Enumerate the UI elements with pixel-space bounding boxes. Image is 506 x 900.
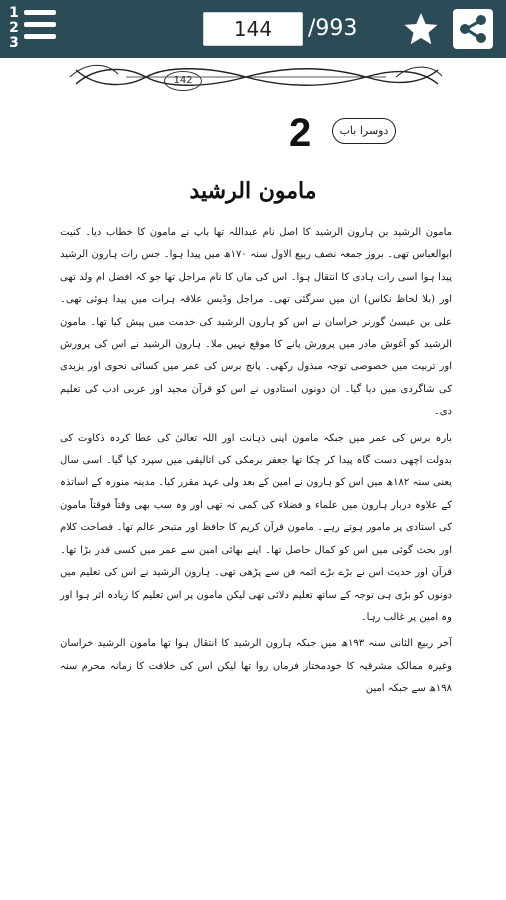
- toc-numbers-icon: [7, 6, 21, 51]
- toc-digit: 3: [9, 35, 19, 51]
- chapter-title: مامون الرشید: [189, 178, 317, 204]
- book-page[interactable]: [0, 58, 506, 900]
- page-body: [60, 222, 452, 705]
- table-of-contents-button[interactable]: [4, 6, 58, 52]
- share-icon: [453, 9, 493, 49]
- toc-digit: 2: [9, 20, 19, 36]
- toc-digit: 1: [9, 5, 19, 21]
- page-number-input[interactable]: 144: [203, 12, 303, 46]
- chapter-label: دوسرا باب: [332, 118, 396, 144]
- list-lines-icon: [24, 10, 56, 46]
- chapter-number: 2: [289, 111, 312, 155]
- share-button[interactable]: [453, 9, 493, 49]
- star-icon: [402, 10, 440, 48]
- paragraph: مامون الرشید بن ہارون الرشید کا اصل نام عبداللہ تھا باپ نے مامون کا خطاب دیا۔ کنیت ابوالعباس تھی۔ بروز جمعہ نصف ربیع الاول سنہ ۱۷۰ھ میں پیدا ہوا۔ جس رات ہارون الرشید پیدا ہوا اسی رات ہادی کا انتقال ہوا۔ اس کی ماں کا نام مراجل تھا جو کہ افضل ام ولد تھی اور (بلا لحاظ نکاس) ان میں سرگئی تھی۔ مراجل وڈیس علاقہ ہرات میں پیدا ہوئی تھی۔ علی بن عیسیٰ گورنر خراسان نے اس کو ہارون الرشید کی خدمت میں پیش کیا تھا۔ مامون الرشید کو آغوش مادر میں پرورش پانے کا موقع نہیں ملا۔ ہارون الرشید نے اس کی پرورش اور تربیت میں خصوصی توجہ مبذول رکھی۔ پانچ برس کی عمر میں کسائی نحوی اور یزیدی کی شاگردی میں دیا گیا۔ ان دونوں استادوں نے اس کو قرآن مجید اور عربی ادب کی تعلیم دی۔: [60, 227, 453, 418]
- paragraph: بارہ برس کی عمر میں جبکہ مامون اپنی ذہانت اور اللہ تعالیٰ کی عطا کردہ ذکاوت کی بدولت اچھی دست گاہ پیدا کر چکا تھا جعفر برمکی کی اتالیقی میں سپرد کیا گیا۔ اسی سال یعنی سنہ ۱۸۲ھ میں اس کو ہارون نے امین کے بعد ولی عہد مقرر کیا۔ مدینہ منورہ کے اساتذہ کے علاوہ دربار ہارون میں علماء و فضلاء کی کمی نہ تھی اور وہ سب بھی وقتاً فوقتاً مامون کی استادی پر مامور ہوتے رہے۔ مامون قرآن کریم کا حافظ اور متبحر عالم تھا۔ فصاحت کلام اور بحث گوئی میں اس کو کمال حاصل تھا۔ اپنے بھائی امین سے عمر میں کسی قدر بڑا تھا۔ قرآن اور حدیث اس نے بڑے بڑے ائمہ فن سے پڑھی تھی۔ ہارون الرشید نے اس کی تعلیم میں دونوں کو بڑی ہی توجہ کے ساتھ تعلیم دلائی تھی لیکن مامون پر اس تعلیم کا زیادہ اثر ہوا اور وہ امین پر غالب رہا۔: [60, 432, 452, 623]
- ornamental-header: [66, 62, 446, 92]
- paragraph: آخر ربیع الثانی سنہ ۱۹۳ھ میں جبکہ ہارون الرشید کا انتقال ہوا تھا مامون الرشید خراسان وغیرہ ممالک مشرقیہ کا خودمختار فرماں روا تھا لیکن اس کی خلافت کا زمانہ محرم سنہ ۱۹۸ھ سے جبکہ امین: [60, 638, 452, 695]
- ornament-border: [66, 62, 446, 92]
- header-page-number: 142: [164, 71, 202, 91]
- total-pages-label: /993: [308, 16, 358, 41]
- bookmark-star-button[interactable]: [402, 10, 440, 48]
- top-toolbar: [0, 0, 506, 58]
